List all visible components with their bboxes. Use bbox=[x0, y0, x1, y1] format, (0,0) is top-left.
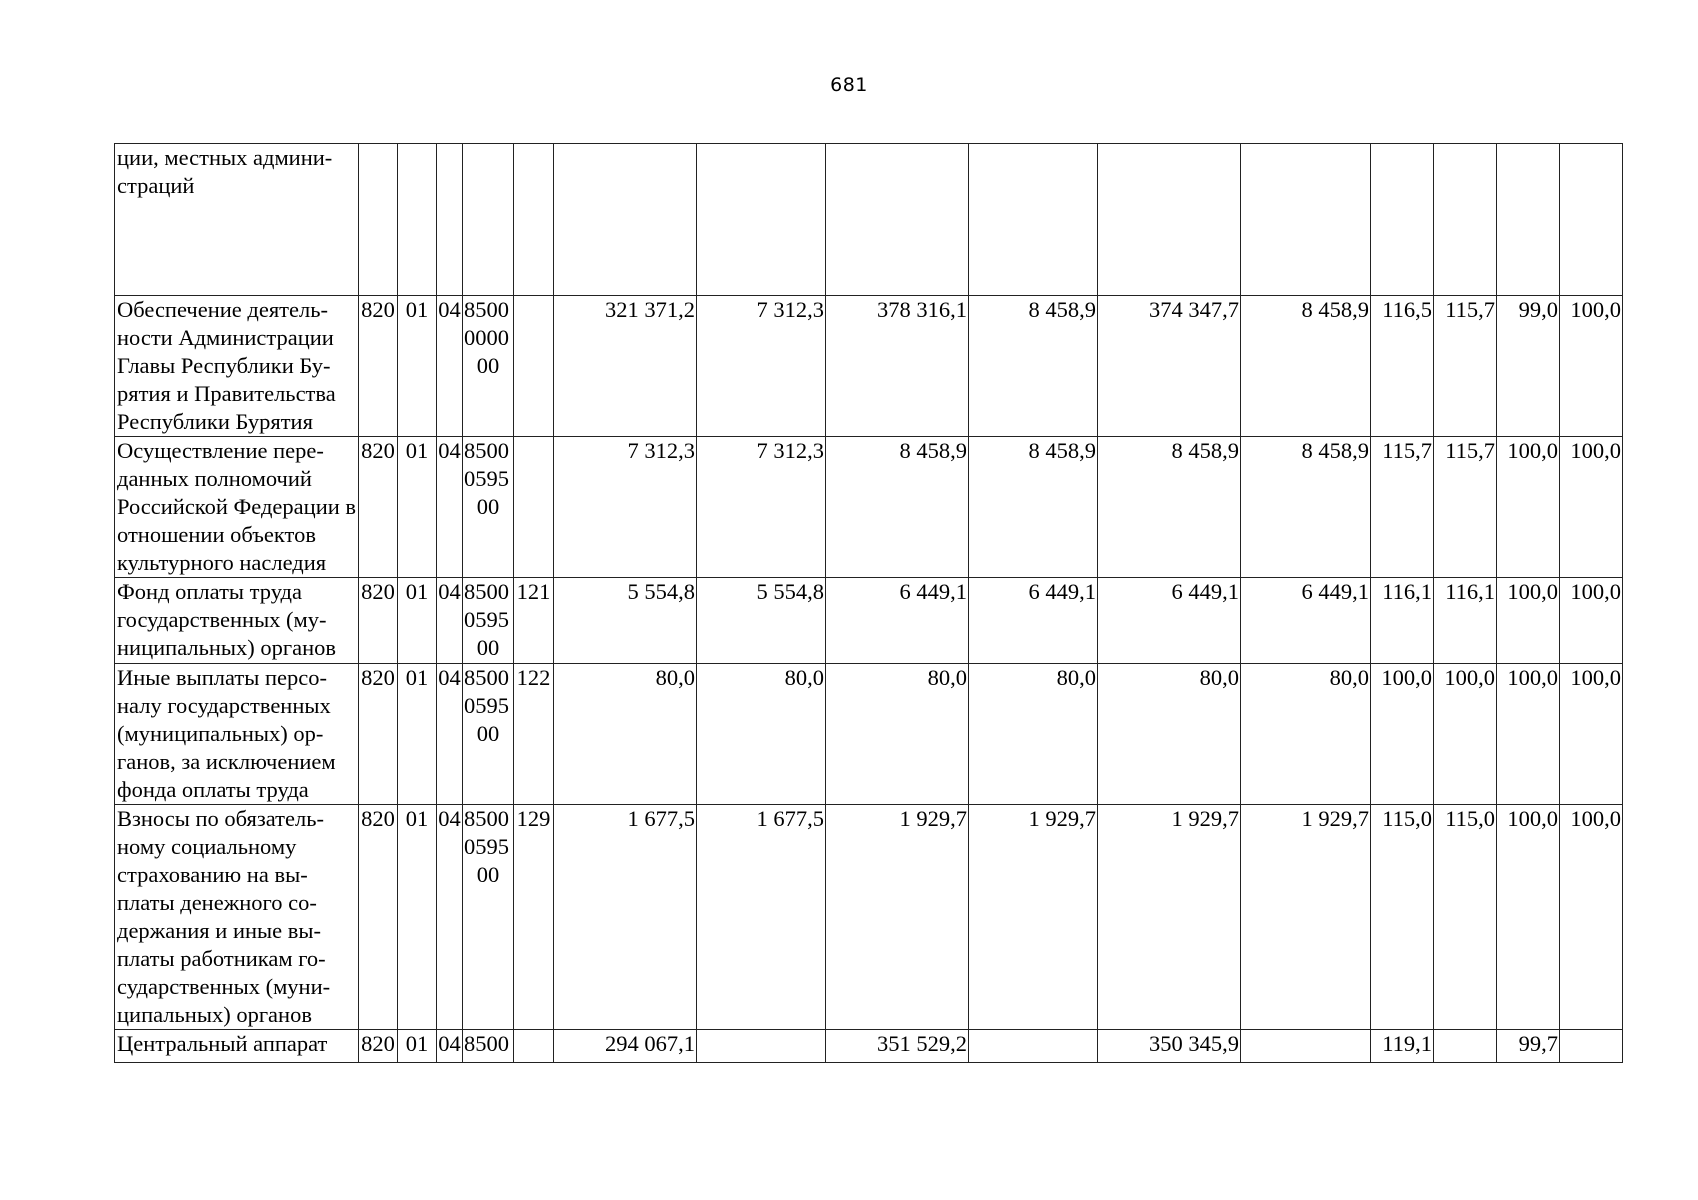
target-article-code-part: 0595 bbox=[464, 834, 509, 859]
percent-cell-2 bbox=[1434, 1030, 1497, 1063]
amount-cell-1: 321 371,2 bbox=[554, 296, 697, 437]
target-article-code-part: 00 bbox=[476, 353, 500, 378]
expense-type-code-cell: 129 bbox=[514, 805, 554, 1030]
gov-code-cell: 820 bbox=[359, 664, 398, 805]
expense-type-code-cell: 122 bbox=[514, 664, 554, 805]
percent-cell-3 bbox=[1497, 144, 1560, 296]
percent-cell-3: 100,0 bbox=[1497, 805, 1560, 1030]
gov-code-cell: 820 bbox=[359, 296, 398, 437]
amount-cell-4: 1 929,7 bbox=[969, 805, 1098, 1030]
percent-cell-1: 115,0 bbox=[1371, 805, 1434, 1030]
percent-cell-3: 99,0 bbox=[1497, 296, 1560, 437]
amount-cell-6: 80,0 bbox=[1241, 664, 1371, 805]
amount-cell-2: 1 677,5 bbox=[697, 805, 826, 1030]
target-article-code-part: 00 bbox=[476, 494, 500, 519]
percent-cell-4 bbox=[1560, 1030, 1623, 1063]
amount-cell-4 bbox=[969, 144, 1098, 296]
amount-cell-6: 6 449,1 bbox=[1241, 578, 1371, 664]
percent-cell-4: 100,0 bbox=[1560, 664, 1623, 805]
percent-cell-1 bbox=[1371, 144, 1434, 296]
subsection-code-cell: 04 bbox=[437, 1030, 463, 1063]
amount-cell-5: 374 347,7 bbox=[1098, 296, 1241, 437]
section-code-cell: 01 bbox=[398, 437, 437, 578]
target-article-code-part: 0000 bbox=[464, 325, 509, 350]
target-article-code-part: 0595 bbox=[464, 607, 509, 632]
target-article-code-part: 0595 bbox=[464, 693, 509, 718]
gov-code-cell: 820 bbox=[359, 1030, 398, 1063]
percent-cell-1: 115,7 bbox=[1371, 437, 1434, 578]
amount-cell-6: 8 458,9 bbox=[1241, 437, 1371, 578]
amount-cell-2 bbox=[697, 1030, 826, 1063]
target-article-code-cell bbox=[463, 437, 514, 578]
target-article-code-cell bbox=[463, 805, 514, 1030]
amount-cell-3: 6 449,1 bbox=[826, 578, 969, 664]
target-article-code-part: 8500 bbox=[464, 579, 509, 604]
percent-cell-1: 116,5 bbox=[1371, 296, 1434, 437]
expense-type-code-cell bbox=[514, 296, 554, 437]
target-article-code-cell bbox=[463, 1030, 514, 1063]
percent-cell-3: 99,7 bbox=[1497, 1030, 1560, 1063]
subsection-code-cell: 04 bbox=[437, 664, 463, 805]
subsection-code-cell bbox=[437, 144, 463, 296]
page-number: 681 bbox=[830, 74, 868, 96]
amount-cell-2: 7 312,3 bbox=[697, 437, 826, 578]
amount-cell-6 bbox=[1241, 144, 1371, 296]
gov-code-cell: 820 bbox=[359, 578, 398, 664]
row-name-cell: Осуществление пере- данных полномочий Российской Федерации в отношении объектов культурного наследия bbox=[115, 437, 359, 578]
target-article-code-part: 00 bbox=[476, 721, 500, 746]
row-name-cell: ции, местных админи- страций bbox=[115, 144, 359, 296]
target-article-code-part: 00 bbox=[476, 862, 500, 887]
amount-cell-5: 6 449,1 bbox=[1098, 578, 1241, 664]
amount-cell-5: 80,0 bbox=[1098, 664, 1241, 805]
subsection-code-cell: 04 bbox=[437, 296, 463, 437]
amount-cell-4: 80,0 bbox=[969, 664, 1098, 805]
row-name-cell: Центральный аппарат bbox=[115, 1030, 359, 1063]
target-article-code-part: 8500 bbox=[464, 297, 509, 322]
amount-cell-4 bbox=[969, 1030, 1098, 1063]
amount-cell-3: 8 458,9 bbox=[826, 437, 969, 578]
amount-cell-3: 1 929,7 bbox=[826, 805, 969, 1030]
section-code-cell: 01 bbox=[398, 664, 437, 805]
percent-cell-3: 100,0 bbox=[1497, 437, 1560, 578]
section-code-cell: 01 bbox=[398, 578, 437, 664]
amount-cell-1: 1 677,5 bbox=[554, 805, 697, 1030]
table-row bbox=[115, 1030, 1623, 1063]
amount-cell-4: 6 449,1 bbox=[969, 578, 1098, 664]
table-row bbox=[115, 805, 1623, 1030]
percent-cell-2: 115,7 bbox=[1434, 296, 1497, 437]
target-article-code-cell bbox=[463, 664, 514, 805]
budget-table bbox=[114, 143, 1623, 1063]
expense-type-code-cell bbox=[514, 1030, 554, 1063]
amount-cell-3: 378 316,1 bbox=[826, 296, 969, 437]
table-row bbox=[115, 144, 1623, 296]
section-code-cell: 01 bbox=[398, 805, 437, 1030]
amount-cell-1: 80,0 bbox=[554, 664, 697, 805]
percent-cell-2: 115,0 bbox=[1434, 805, 1497, 1030]
percent-cell-4: 100,0 bbox=[1560, 437, 1623, 578]
row-name-cell: Обеспечение деятель- ности Администрации Главы Республики Бу- рятия и Правительства Республики Бурятия bbox=[115, 296, 359, 437]
amount-cell-3: 351 529,2 bbox=[826, 1030, 969, 1063]
percent-cell-4: 100,0 bbox=[1560, 805, 1623, 1030]
table-row bbox=[115, 578, 1623, 664]
percent-cell-1: 119,1 bbox=[1371, 1030, 1434, 1063]
amount-cell-2: 80,0 bbox=[697, 664, 826, 805]
table-row bbox=[115, 664, 1623, 805]
target-article-code-part: 0595 bbox=[464, 466, 509, 491]
target-article-code-part: 8500 bbox=[464, 665, 509, 690]
subsection-code-cell: 04 bbox=[437, 437, 463, 578]
percent-cell-2: 116,1 bbox=[1434, 578, 1497, 664]
subsection-code-cell: 04 bbox=[437, 578, 463, 664]
percent-cell-3: 100,0 bbox=[1497, 578, 1560, 664]
row-name-cell: Взносы по обязатель- ному социальному страхованию на вы- платы денежного со- держания и иные вы- платы работникам го- сударственных (муни- ципальных) органов bbox=[115, 805, 359, 1030]
amount-cell-2: 7 312,3 bbox=[697, 296, 826, 437]
percent-cell-2: 100,0 bbox=[1434, 664, 1497, 805]
percent-cell-2 bbox=[1434, 144, 1497, 296]
section-code-cell: 01 bbox=[398, 296, 437, 437]
expense-type-code-cell: 121 bbox=[514, 578, 554, 664]
percent-cell-1: 100,0 bbox=[1371, 664, 1434, 805]
amount-cell-5 bbox=[1098, 144, 1241, 296]
percent-cell-3: 100,0 bbox=[1497, 664, 1560, 805]
target-article-code-part: 8500 bbox=[464, 438, 509, 463]
gov-code-cell: 820 bbox=[359, 437, 398, 578]
amount-cell-5: 350 345,9 bbox=[1098, 1030, 1241, 1063]
amount-cell-1: 7 312,3 bbox=[554, 437, 697, 578]
percent-cell-4 bbox=[1560, 144, 1623, 296]
amount-cell-4: 8 458,9 bbox=[969, 437, 1098, 578]
subsection-code-cell: 04 bbox=[437, 805, 463, 1030]
amount-cell-6: 1 929,7 bbox=[1241, 805, 1371, 1030]
percent-cell-4: 100,0 bbox=[1560, 578, 1623, 664]
target-article-code-cell bbox=[463, 144, 514, 296]
target-article-code-part: 00 bbox=[476, 635, 500, 660]
section-code-cell: 01 bbox=[398, 1030, 437, 1063]
section-code-cell bbox=[398, 144, 437, 296]
row-name-cell: Иные выплаты персо- налу государственных (муниципальных) ор- ганов, за исключением фонда оплаты труда bbox=[115, 664, 359, 805]
expense-type-code-cell bbox=[514, 144, 554, 296]
amount-cell-6 bbox=[1241, 1030, 1371, 1063]
amount-cell-1 bbox=[554, 144, 697, 296]
row-name-cell: Фонд оплаты труда государственных (му- ниципальных) органов bbox=[115, 578, 359, 664]
table-row bbox=[115, 437, 1623, 578]
amount-cell-5: 1 929,7 bbox=[1098, 805, 1241, 1030]
amount-cell-2 bbox=[697, 144, 826, 296]
table-row bbox=[115, 296, 1623, 437]
target-article-code-cell bbox=[463, 578, 514, 664]
expense-type-code-cell bbox=[514, 437, 554, 578]
amount-cell-1: 5 554,8 bbox=[554, 578, 697, 664]
gov-code-cell: 820 bbox=[359, 805, 398, 1030]
percent-cell-4: 100,0 bbox=[1560, 296, 1623, 437]
amount-cell-6: 8 458,9 bbox=[1241, 296, 1371, 437]
target-article-code-part: 8500 bbox=[464, 1031, 509, 1056]
percent-cell-2: 115,7 bbox=[1434, 437, 1497, 578]
target-article-code-part: 8500 bbox=[464, 806, 509, 831]
target-article-code-cell bbox=[463, 296, 514, 437]
amount-cell-5: 8 458,9 bbox=[1098, 437, 1241, 578]
amount-cell-2: 5 554,8 bbox=[697, 578, 826, 664]
amount-cell-1: 294 067,1 bbox=[554, 1030, 697, 1063]
table-body bbox=[115, 144, 1623, 1063]
amount-cell-3 bbox=[826, 144, 969, 296]
percent-cell-1: 116,1 bbox=[1371, 578, 1434, 664]
amount-cell-3: 80,0 bbox=[826, 664, 969, 805]
amount-cell-4: 8 458,9 bbox=[969, 296, 1098, 437]
gov-code-cell bbox=[359, 144, 398, 296]
